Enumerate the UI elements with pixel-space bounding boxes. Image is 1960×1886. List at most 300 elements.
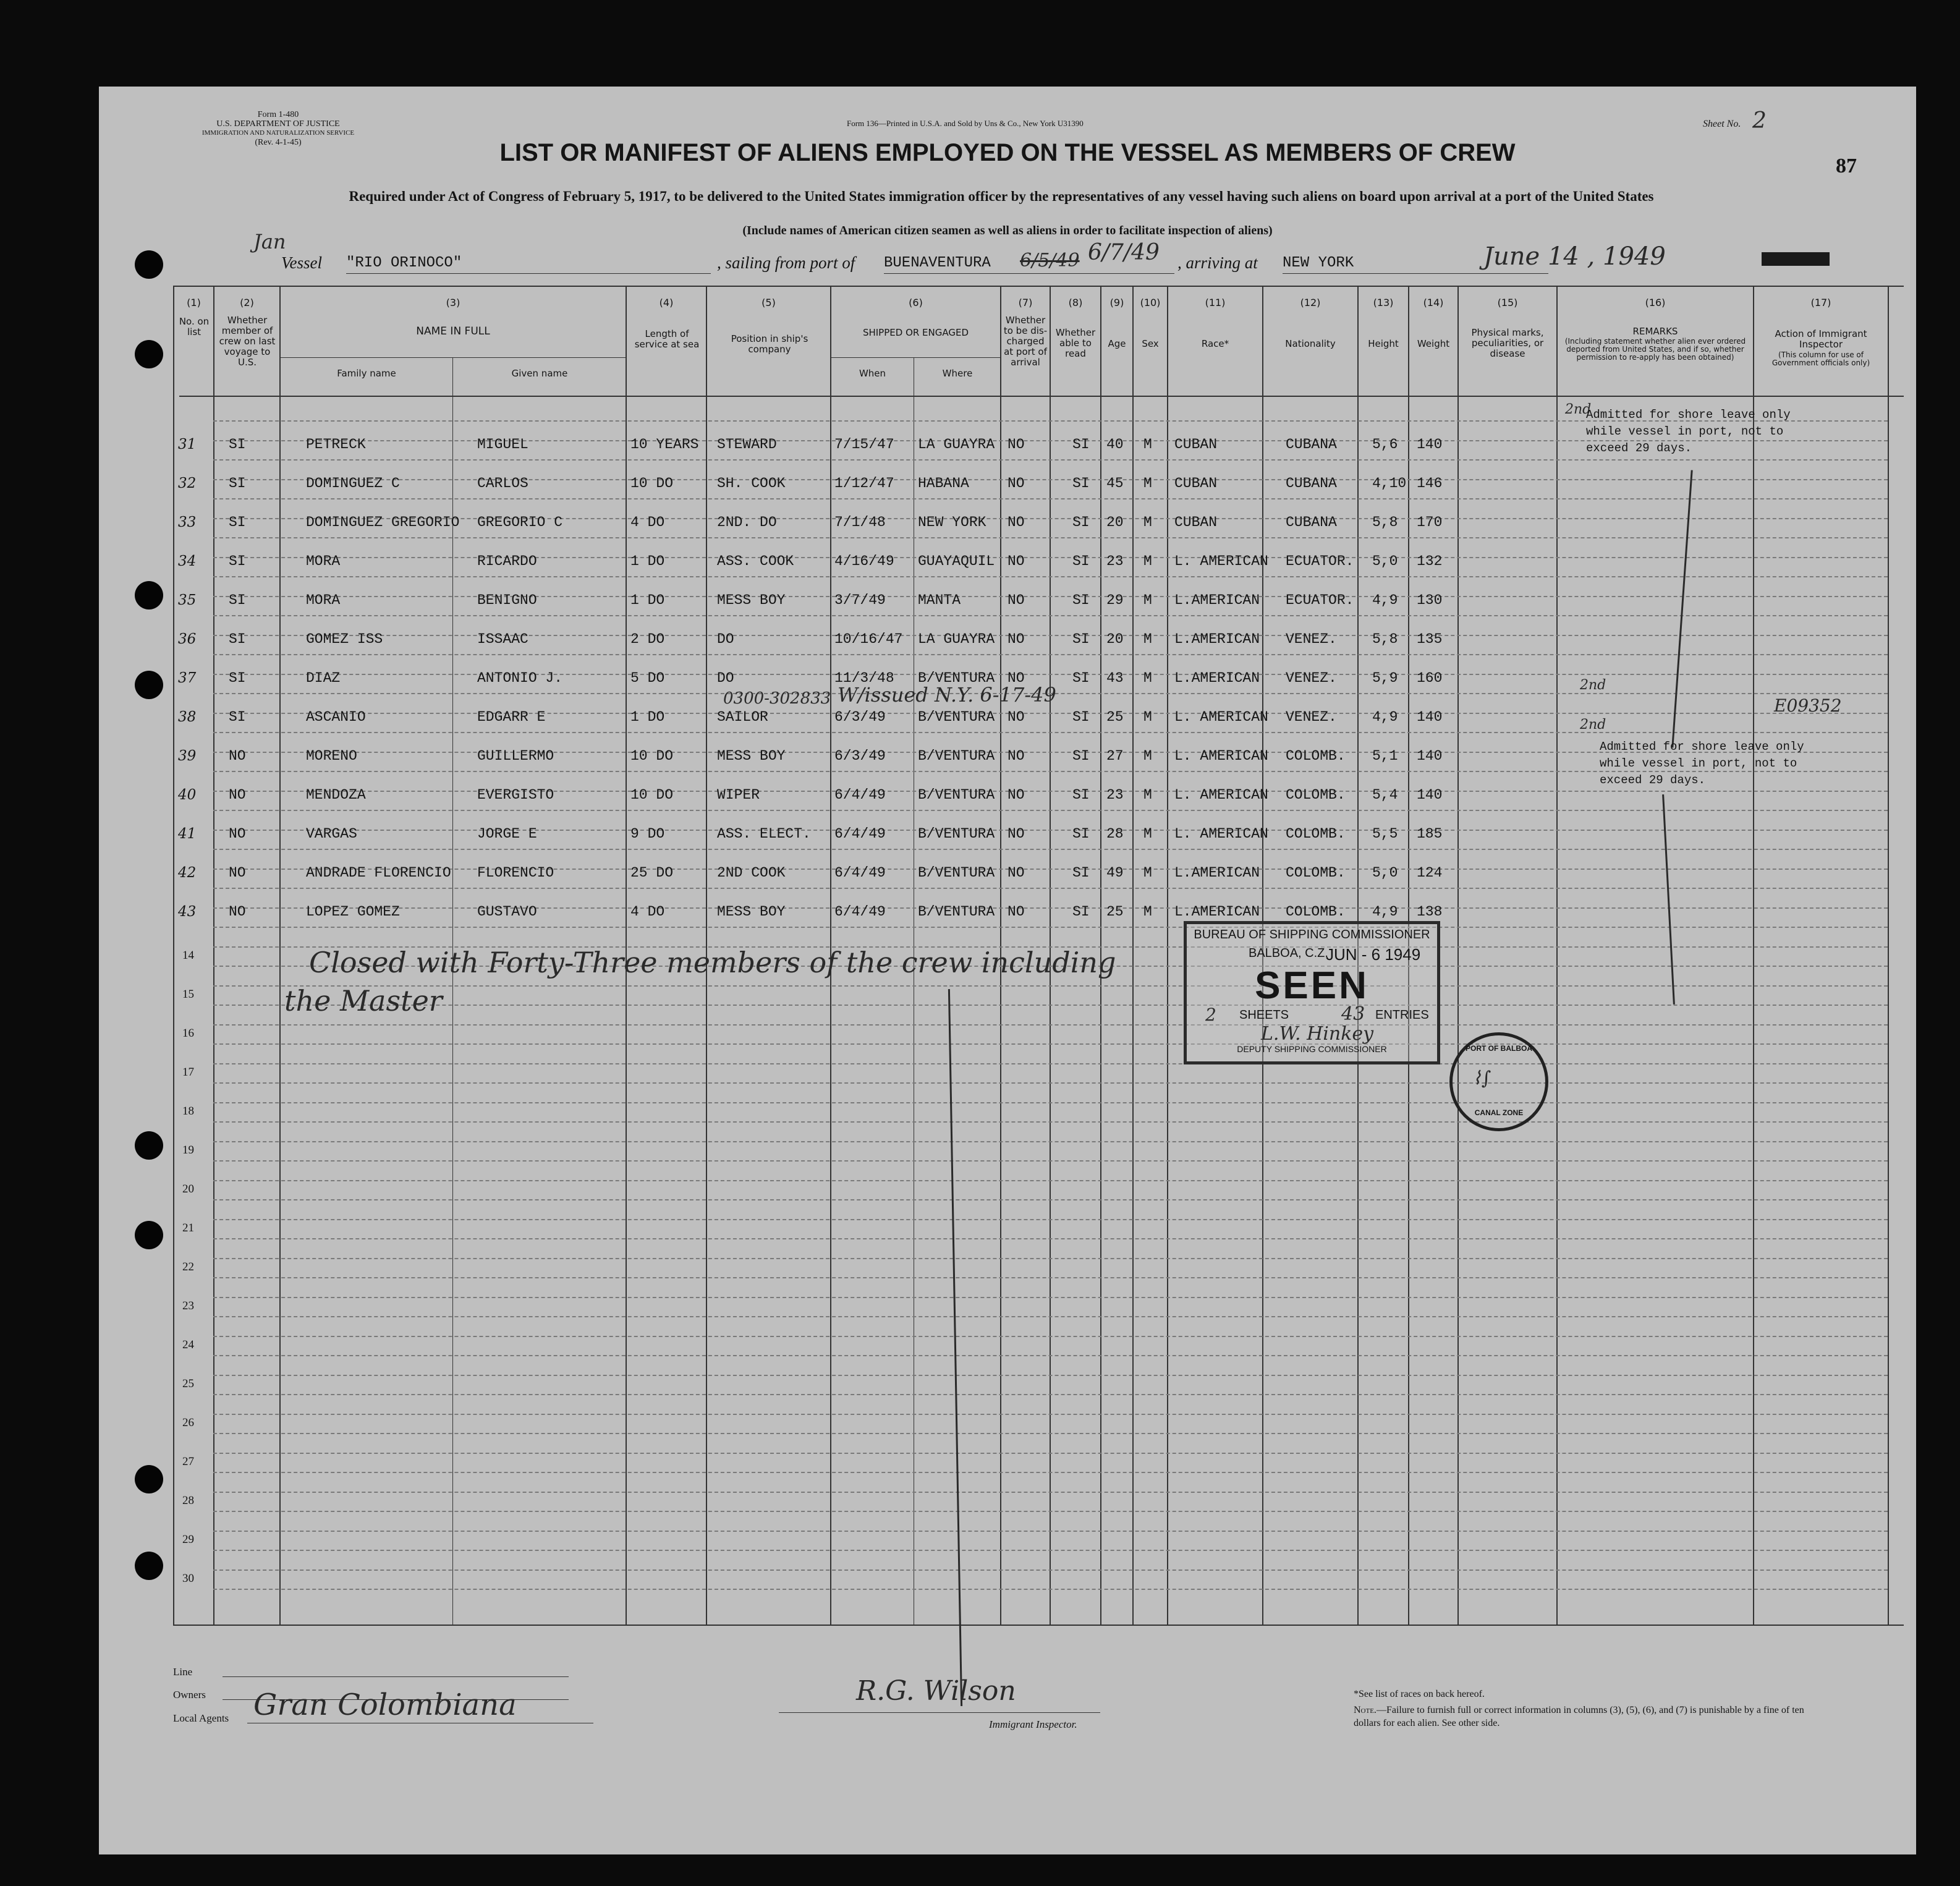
service-length: 10 YEARS [630,436,699,452]
remarks-mark-mid: 2nd [1580,678,1606,693]
col-divider [1556,286,1558,1625]
race: L.AMERICAN [1174,592,1260,608]
closing-note-line-2: the Master [284,984,443,1017]
nationality: COLOMB. [1286,826,1346,842]
given-name: EDGARR E [477,709,546,725]
service-length: 2 DO [630,631,665,647]
service-length: 25 DO [630,865,674,881]
row-guide-line [213,1316,1888,1317]
shipped-where: LA GUAYRA [918,631,995,647]
penalty-note-label: Note. [1354,1705,1377,1715]
position: WIPER [717,787,760,803]
nationality: COLOMB. [1286,787,1346,803]
age: 25 [1106,904,1124,920]
row-guide-line [213,1160,1888,1162]
col-16-note: (Including statement whether alien ever ordered deported from United States, and if so, whether permission to re-apply has been obtained) [1564,337,1746,362]
age: 23 [1106,787,1124,803]
discharged: NO [1008,514,1025,530]
previous-voyage: NO [229,748,246,764]
discharged: NO [1008,436,1025,452]
able-to-read: SI [1072,436,1090,452]
discharged: NO [1008,787,1025,803]
col-14-label: Weight [1417,338,1450,349]
age: 29 [1106,592,1124,608]
position: 2ND. DO [717,514,777,530]
line-number: 39 [178,748,197,764]
line-number: 35 [178,592,197,608]
col-2-label: Whether member of crew on last voyage to U.S. [219,315,276,368]
col-9-number: (9) [1109,297,1124,308]
col-17-label: Action of Immigrant Inspector [1775,328,1867,350]
seal-scribble: ⌇∫ [1472,1068,1491,1089]
row-guide-line [213,537,1888,538]
age: 49 [1106,865,1124,881]
row-guide-line [213,1141,1888,1142]
previous-voyage: SI [229,553,246,569]
sex: M [1143,865,1152,881]
position: DO [717,631,734,647]
able-to-read: SI [1072,865,1090,881]
row-guide-line [213,1394,1888,1395]
row-guide-line [213,596,1888,597]
able-to-read: SI [1072,553,1090,569]
col-6-number: (6) [909,297,923,308]
position: DO [717,670,734,686]
row-guide-line [213,576,1888,577]
arrival-date: June 14 , 1949 [1483,242,1666,271]
row-guide-line [213,869,1888,870]
service-length: 10 DO [630,787,674,803]
shipped-when: 10/16/47 [834,631,903,647]
col-17-number: (17) [1810,297,1831,308]
revision: (Rev. 4-1-45) [255,138,302,147]
service-length: 5 DO [630,670,665,686]
race: L. AMERICAN [1174,787,1268,803]
empty-line-number: 19 [182,1144,194,1157]
position: 2ND COOK [717,865,786,881]
weight: 130 [1417,592,1443,608]
position: ASS. COOK [717,553,794,569]
row-guide-line [213,927,1888,928]
stamp-date: JUN - 6 1949 [1326,945,1421,964]
local-agents-label: Local Agents [173,1712,229,1724]
given-name: ANTONIO J. [477,670,563,686]
col-15-label: Physical marks, peculiarities, or disease [1471,327,1544,359]
service-length: 4 DO [630,514,665,530]
header-bottom-rule [179,396,1904,397]
redaction-mark [1762,252,1830,266]
sailing-label: , sailing from port of [717,253,855,272]
weight: 140 [1417,748,1443,764]
col-10-label: Sex [1142,338,1159,349]
family-name: MORA [306,592,341,608]
able-to-read: SI [1072,748,1090,764]
row-guide-line [213,518,1888,519]
race: CUBAN [1174,475,1218,491]
nationality: CUBANA [1286,514,1337,530]
empty-line-number: 17 [182,1066,194,1079]
department: U.S. DEPARTMENT OF JUSTICE [216,119,340,129]
row-guide-line [213,1063,1888,1064]
stamp-sheets-label: SHEETS [1239,1008,1289,1022]
stamp-bureau: BUREAU OF SHIPPING COMMISSIONER [1194,928,1430,941]
seal-bottom-text: CANAL ZONE [1474,1108,1524,1117]
empty-line-number: 22 [182,1260,194,1273]
given-name: GREGORIO C [477,514,563,530]
printer-line: Form 136—Printed in U.S.A. and Sold by Uns & Co., New York U31390 [847,119,1084,128]
discharged: NO [1008,670,1025,686]
height: 5,0 [1372,865,1398,881]
port-seal [1449,1032,1548,1131]
previous-voyage: SI [229,631,246,647]
position: SH. COOK [717,475,786,491]
able-to-read: SI [1072,787,1090,803]
race: L.AMERICAN [1174,670,1260,686]
weight: 132 [1417,553,1443,569]
shipped-when: 7/1/48 [834,514,886,530]
col-2-number: (2) [240,297,254,308]
nationality: ECUATOR. [1286,553,1354,569]
row-guide-line [213,674,1888,675]
sex: M [1143,436,1152,452]
port-underline [884,273,1174,274]
col-13-label: Height [1368,338,1399,349]
weight: 160 [1417,670,1443,686]
shipped-where: B/VENTURA [918,865,995,881]
nationality: CUBANA [1286,436,1337,452]
remarks-mark-top: 2nd [1565,402,1592,417]
col-11-label: Race* [1201,338,1229,349]
closing-note-line-1: Closed with Forty-Three members of the crew including [309,946,1116,979]
punch-hole [135,1465,163,1493]
inspector-signature: R.G. Wilson [856,1675,1016,1707]
service-length: 1 DO [630,553,665,569]
previous-voyage: NO [229,826,246,842]
row-guide-line [213,1121,1888,1123]
row-guide-line [213,1355,1888,1356]
pen-stroke [948,989,962,1706]
discharged: NO [1008,826,1025,842]
height: 5,8 [1372,631,1398,647]
discharged: NO [1008,904,1025,920]
race: L. AMERICAN [1174,553,1268,569]
age: 20 [1106,514,1124,530]
previous-voyage: SI [229,475,246,491]
col-6-when-subheader: When [859,368,886,379]
empty-line-number: 16 [182,1027,194,1040]
line-number: 37 [178,670,197,686]
handwritten-issued-note: W/issued N.Y. 6-17-49 [838,683,1056,707]
family-name: ASCANIO [306,709,366,725]
height: 5,5 [1372,826,1398,842]
row-guide-line [213,1570,1888,1571]
remarks-mark-bot: 2nd [1580,717,1606,733]
given-name: BENIGNO [477,592,537,608]
sex: M [1143,631,1152,647]
position: MESS BOY [717,748,786,764]
weight: 185 [1417,826,1443,842]
row-guide-line [213,1005,1888,1006]
col-3-label: NAME IN FULL [416,325,490,338]
empty-line-number: 26 [182,1416,194,1429]
service-length: 1 DO [630,592,665,608]
col-7-number: (7) [1018,297,1033,308]
height: 5,4 [1372,787,1398,803]
col-3-family-subheader: Family name [337,368,396,379]
punch-hole [135,1131,163,1160]
family-name: MENDOZA [306,787,366,803]
shipped-where: HABANA [918,475,969,491]
seal-top-text: PORT OF BALBOA [1466,1044,1532,1053]
page-note: (Include names of American citizen seamen as well as aliens in order to facilitate inspection of aliens) [742,224,1273,237]
row-guide-line [213,1511,1888,1512]
departure-date: 6/7/49 [1088,240,1160,265]
empty-line-number: 20 [182,1183,194,1196]
row-guide-line [213,888,1888,889]
row-guide-line [213,713,1888,714]
able-to-read: SI [1072,826,1090,842]
col-divider [173,286,174,1625]
family-name: ANDRADE FLORENCIO [306,865,451,881]
row-guide-line [213,1238,1888,1239]
race: L.AMERICAN [1174,904,1260,920]
weight: 124 [1417,865,1443,881]
shipped-when: 6/4/49 [834,865,886,881]
sex: M [1143,787,1152,803]
punch-hole [135,1552,163,1580]
age: 28 [1106,826,1124,842]
empty-line-number: 28 [182,1494,194,1507]
race: CUBAN [1174,436,1218,452]
family-name: LOPEZ GOMEZ [306,904,400,920]
row-guide-line [213,1277,1888,1278]
table-top-rule [173,286,1904,287]
line-number: 43 [178,904,197,920]
discharged: NO [1008,865,1025,881]
departure-port: BUENAVENTURA [884,255,991,271]
family-name: MORA [306,553,341,569]
row-guide-line [213,1297,1888,1298]
col-5-label: Position in ship's company [731,333,808,355]
stamp-place: BALBOA, C.Z. [1249,946,1328,960]
able-to-read: SI [1072,631,1090,647]
given-name: GUILLERMO [477,748,554,764]
col-1-number: (1) [187,297,201,308]
departure-date-struck: 6/5/49 [1020,250,1080,271]
shipped-where: B/VENTURA [918,748,995,764]
col-6-label: SHIPPED OR ENGAGED [862,327,969,338]
empty-line-number: 25 [182,1377,194,1390]
nationality: COLOMB. [1286,748,1346,764]
weight: 170 [1417,514,1443,530]
inspector-underline [779,1712,1100,1713]
row-guide-line [213,830,1888,831]
race: L. AMERICAN [1174,826,1268,842]
col-divider [1132,286,1134,1625]
row-guide-line [213,732,1888,733]
row-guide-line [213,1102,1888,1103]
able-to-read: SI [1072,514,1090,530]
page-subtitle: Required under Act of Congress of February 5, 1917, to be delivered to the United States immigration officer by the representatives of any vessel having such aliens on board upon arrival at a port of the United States [349,189,1654,204]
discharged: NO [1008,709,1025,725]
col-12-label: Nationality [1285,338,1336,349]
shipped-when: 6/3/49 [834,709,886,725]
service-length: 10 DO [630,748,674,764]
given-name: GUSTAVO [477,904,537,920]
discharged: NO [1008,631,1025,647]
empty-line-number: 27 [182,1455,194,1468]
able-to-read: SI [1072,670,1090,686]
previous-voyage: SI [229,514,246,530]
service-length: 4 DO [630,904,665,920]
previous-voyage: SI [229,436,246,452]
shipped-when: 3/7/49 [834,592,886,608]
family-name: DOMINGUEZ GREGORIO [306,514,460,530]
weight: 146 [1417,475,1443,491]
shipped-when: 7/15/47 [834,436,894,452]
age: 23 [1106,553,1124,569]
height: 5,9 [1372,670,1398,686]
handwritten-file-number: 0300-302833 [723,689,831,708]
local-agents-value: Gran Colombiana [253,1688,517,1722]
shipped-when: 4/16/49 [834,553,894,569]
row-guide-line [213,1024,1888,1026]
age: 40 [1106,436,1124,452]
height: 5,0 [1372,553,1398,569]
manifest-sheet [99,87,1916,1854]
punch-hole [135,250,163,279]
col-divider [1167,286,1168,1625]
row-guide-line [213,1531,1888,1532]
shipped-when: 6/4/49 [834,787,886,803]
previous-voyage: SI [229,709,246,725]
given-name: EVERGISTO [477,787,554,803]
empty-line-number: 29 [182,1533,194,1546]
row-guide-line [213,985,1888,987]
form-number: Form 1-480 [257,110,299,119]
stamp-seen: SEEN [1255,964,1369,1007]
position: MESS BOY [717,592,786,608]
line-number: 31 [178,436,197,452]
service-length: 9 DO [630,826,665,842]
race: CUBAN [1174,514,1218,530]
position: MESS BOY [717,904,786,920]
line-number: 32 [178,475,197,491]
sex: M [1143,592,1152,608]
col-16-number: (16) [1645,297,1666,308]
row-guide-line [213,459,1888,461]
col-15-number: (15) [1497,297,1518,308]
col-divider [279,286,281,1625]
row-guide-line [213,1336,1888,1337]
col-8-label: Whether able to read [1055,327,1096,359]
arrival-port: NEW YORK [1283,255,1354,271]
col-9-label: Age [1108,338,1126,349]
col-4-label: Length of service at sea [634,328,700,350]
height: 4,9 [1372,904,1398,920]
col-4-number: (4) [659,297,674,308]
family-name: DIAZ [306,670,341,686]
given-name: CARLOS [477,475,528,491]
row-guide-line [213,557,1888,558]
family-name: PETRECK [306,436,366,452]
line-number: 41 [178,826,197,842]
line-number: 38 [178,709,197,725]
shipping-commissioner-stamp [1184,921,1440,1064]
service: IMMIGRATION AND NATURALIZATION SERVICE [202,129,355,137]
shipped-subheader-rule [830,357,1000,358]
shipped-when: 6/4/49 [834,904,886,920]
col-12-number: (12) [1300,297,1321,308]
shipped-when: 11/3/48 [834,670,894,686]
row-guide-line [213,1180,1888,1181]
height: 5,6 [1372,436,1398,452]
vessel-label: Vessel [281,253,322,272]
col-17-note: (This column for use of Government officials only) [1771,350,1870,367]
line-number: 40 [178,787,197,803]
sex: M [1143,514,1152,530]
line-number: 36 [178,631,197,647]
row-guide-line [213,1492,1888,1493]
punch-hole [135,581,163,610]
col-10-number: (10) [1140,297,1161,308]
line-number: 34 [178,553,197,569]
row-guide-line [213,1199,1888,1200]
stamp-footer: DEPUTY SHIPPING COMMISSIONER [1237,1044,1387,1054]
nationality: VENEZ. [1286,709,1337,725]
penalty-note-text: —Failure to furnish full or correct information in columns (3), (5), (6), and (7) is punishable by a fine of ten dollars for each alien. See other side. [1354,1705,1804,1728]
shipped-where: MANTA [918,592,961,608]
shipped-where: B/VENTURA [918,709,995,725]
table-bottom-rule [173,1625,1904,1626]
sex: M [1143,748,1152,764]
punch-hole [135,340,163,368]
col-1-label: No. on list [179,316,210,338]
col-divider [1753,286,1754,1625]
weight: 135 [1417,631,1443,647]
given-name: RICARDO [477,553,537,569]
remarks-ditto-stroke [1671,470,1692,747]
given-name: MIGUEL [477,436,528,452]
row-guide-line [213,907,1888,909]
col-divider [1457,286,1459,1625]
row-guide-line [213,1453,1888,1454]
age: 43 [1106,670,1124,686]
row-guide-line [213,791,1888,792]
row-guide-line [213,1258,1888,1259]
vessel-name: "RIO ORINOCO" [346,255,462,271]
line-label: Line [173,1666,193,1678]
penalty-note [1354,1704,1811,1730]
empty-line-number: 21 [182,1221,194,1234]
sheet-number: 2 [1752,108,1767,134]
able-to-read: SI [1072,709,1090,725]
page-title: LIST OR MANIFEST OF ALIENS EMPLOYED ON THE VESSEL AS MEMBERS OF CREW [499,139,1516,166]
previous-voyage: NO [229,787,246,803]
discharged: NO [1008,553,1025,569]
nationality: CUBANA [1286,475,1337,491]
age: 20 [1106,631,1124,647]
empty-line-number: 18 [182,1105,194,1118]
punch-hole [135,1221,163,1249]
row-guide-line [213,1043,1888,1045]
shipped-when: 1/12/47 [834,475,894,491]
col-divider [213,286,214,1625]
col-11-number: (11) [1205,297,1226,308]
weight: 138 [1417,904,1443,920]
able-to-read: SI [1072,592,1090,608]
col-14-number: (14) [1423,297,1444,308]
